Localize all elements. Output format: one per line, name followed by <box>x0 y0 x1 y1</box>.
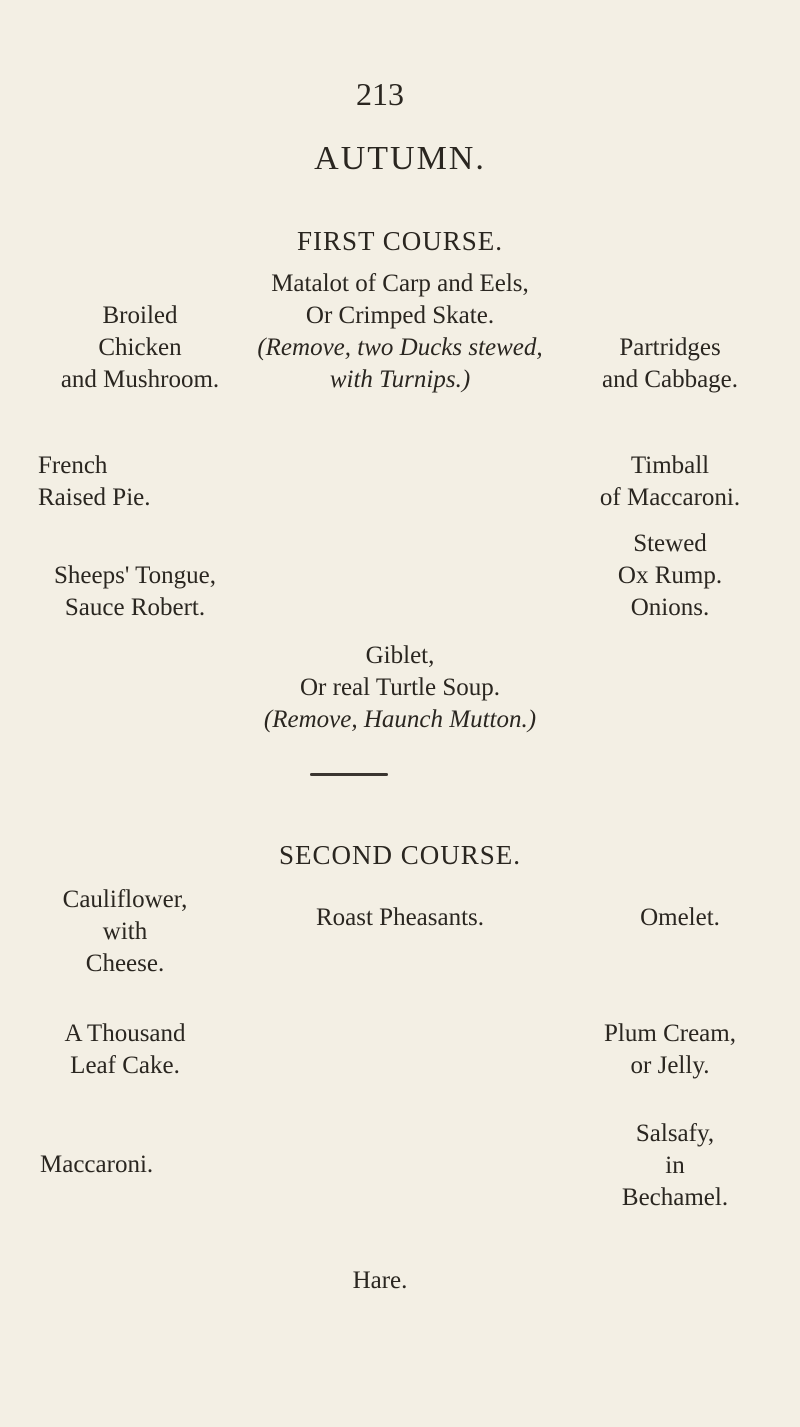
second-course-left-top <box>25 884 225 980</box>
dish-line: Sheeps' Tongue, <box>54 562 216 589</box>
remove-line: (Remove, Haunch Mutton.) <box>263 706 537 733</box>
dish-line: Partridges <box>619 334 721 361</box>
dish-line: Bechamel. <box>621 1184 729 1211</box>
page-number: 213 <box>356 76 404 112</box>
first-course-left-mid <box>38 450 151 514</box>
dish-line: Or Crimped Skate. <box>305 302 495 329</box>
first-course-right-top <box>560 332 780 396</box>
dish-line: French <box>38 452 108 479</box>
second-course-right-low <box>565 1118 785 1214</box>
dish-line: Raised Pie. <box>38 484 151 511</box>
dish-line: Chicken <box>98 334 182 361</box>
dish-line: Giblet, <box>365 642 435 669</box>
dish-line: Cauliflower, <box>62 886 188 913</box>
dish-line: Onions. <box>630 594 710 621</box>
dish-line: Stewed <box>633 530 707 557</box>
dish-line: Cheese. <box>85 950 165 977</box>
dish-line: or Jelly. <box>630 1052 710 1079</box>
remove-line: (Remove, two Ducks stewed, <box>257 334 543 361</box>
first-course-right-mid <box>560 450 780 514</box>
dish-line: Leaf Cake. <box>70 1052 180 1079</box>
second-course-left-mid <box>25 1018 225 1082</box>
dish-line: Plum Cream, <box>604 1020 736 1047</box>
dish-line: of Maccaroni. <box>599 484 741 511</box>
second-course-heading: SECOND COURSE. <box>278 840 522 870</box>
dish-line: and Cabbage. <box>601 366 739 393</box>
dish-center-bottom: Hare. <box>352 1267 408 1294</box>
second-course-right-mid <box>555 1018 785 1082</box>
dish-center: Roast Pheasants. <box>315 904 485 931</box>
remove-line: with Turnips.) <box>329 366 471 393</box>
course-divider <box>310 773 388 776</box>
first-course-left-low <box>20 560 250 624</box>
dish-line: with <box>102 918 148 945</box>
dish-right: Omelet. <box>640 904 720 931</box>
dish-line: Ox Rump. <box>617 562 723 589</box>
dish-line: Timball <box>630 452 710 479</box>
dish-line: in <box>665 1152 685 1179</box>
dish-line: Matalot of Carp and Eels, <box>271 270 529 297</box>
dish-line: Broiled <box>102 302 178 329</box>
season-title: AUTUMN. <box>314 140 486 177</box>
dish-line: Or real Turtle Soup. <box>300 674 500 701</box>
dish-line: Sauce Robert. <box>64 594 206 621</box>
first-course-center-top <box>235 268 565 396</box>
first-course-right-low <box>560 528 780 624</box>
dish-line: and Mushroom. <box>60 366 220 393</box>
first-course-left-top <box>30 300 250 396</box>
dish-left: Maccaroni. <box>40 1151 154 1178</box>
dish-line: A Thousand <box>64 1020 186 1047</box>
first-course-center-bottom <box>230 640 570 736</box>
first-course-heading: FIRST COURSE. <box>296 226 504 256</box>
dish-line: Salsafy, <box>635 1120 715 1147</box>
